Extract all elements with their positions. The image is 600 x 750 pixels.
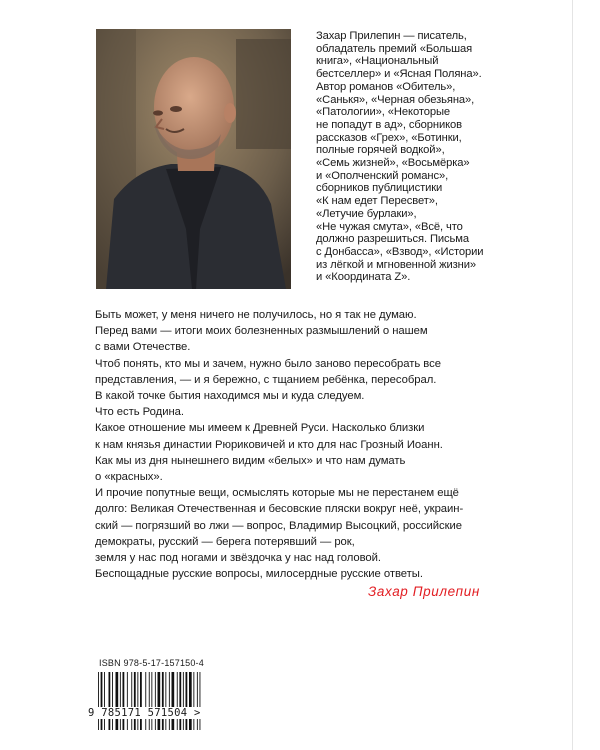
barcode-bar [186, 672, 188, 730]
barcode-bar [127, 672, 128, 730]
barcode-digits [87, 707, 227, 721]
barcode-icon [96, 672, 214, 730]
barcode-bar [189, 672, 192, 730]
barcode-bar [134, 672, 136, 730]
barcode-bar [112, 672, 113, 730]
annotation-line: Быть может, у меня ничего не получилось, но я так не думаю. [95, 309, 417, 321]
annotation-line: о «красных». [95, 471, 163, 484]
annotation-line: демократы, русский — берега потерявший — рок, [95, 535, 355, 548]
annotation-line: В какой точке бытия находимся мы и куда следуем. [95, 390, 365, 403]
barcode-bar [149, 672, 150, 730]
barcode-bar [98, 672, 99, 730]
barcode-bar [140, 672, 142, 730]
barcode-bar [155, 672, 156, 730]
barcode-digits-text: 9 785171 571504 > [88, 707, 201, 719]
annotation-line: ский — погрязший во лжи — вопрос, Владимир Высоцкий, российские [95, 519, 463, 532]
annotation-text [95, 307, 495, 582]
barcode-bar [120, 672, 121, 730]
barcode-bar [137, 672, 138, 730]
barcode-bar [193, 672, 194, 730]
barcode-bar [179, 672, 181, 730]
annotation-line: с вами Отечестве. [95, 341, 191, 354]
annotation-line: Чтоб понять, кто мы и зачем, нужно было заново пересобрать все [95, 357, 441, 370]
annotation-line: Перед вами — итоги моих болезненных размышлений о нашем [95, 325, 428, 338]
annotation-line: земля у нас под ногами и звёздочка у нас над головой. [95, 552, 382, 565]
barcode-bar [197, 672, 198, 730]
barcode-bar [177, 672, 178, 730]
isbn-label: ISBN 978-5-17-157150-4 [99, 658, 204, 668]
author-photo [96, 29, 291, 289]
author-bio-text: Захар Прилепин — писатель, обладатель премий «Большая книга», «Национальный бестселлер» и «Ясная Поляна». Автор романов «Обитель», «Санькя», «Черная обезьяна», «Патологии», «Некоторые не попадут в ад», сборников рассказов «Грех», «Ботинки, полные горячей водкой», «Семь жизней», «Восьмёрка» и «Ополченский романс», сборников публицистики «К нам едет Пересвет», «Летучие бурлаки», «Не чужая смута», «Всё, что должно разрешиться. Письма с Донбасса», «Взвод», «Истории из лёгкой и мгновенной жизни» и «Координата Z». [316, 30, 484, 284]
barcode-bar [169, 672, 170, 730]
barcode-bar [165, 672, 166, 730]
barcode-bar [145, 672, 146, 730]
annotation-line: Как мы из дня нынешнего видим «белых» и что нам думать [95, 454, 406, 467]
annotation-line: Что есть Родина. [95, 406, 184, 419]
page-edge-divider [572, 0, 573, 750]
barcode-bar [200, 672, 201, 730]
barcode-bar [151, 672, 152, 730]
annotation-line: долго: Великая Отечественная и бесовские пляски вокруг неё, украин- [95, 503, 464, 516]
barcode-bar [158, 672, 161, 730]
annotation-line: Какое отношение мы имеем к Древней Руси. Насколько близки [95, 422, 425, 435]
barcode-bar [172, 672, 175, 730]
barcode-bar [131, 672, 132, 730]
author-portrait-icon [96, 29, 291, 289]
barcode-bar [183, 672, 184, 730]
barcode-bar [101, 672, 103, 730]
annotation-line: представления, — и я бережно, с тщанием ребёнка, пересобрал. [95, 373, 437, 386]
barcode-bar [116, 672, 119, 730]
author-bio [316, 30, 488, 284]
annotation-line: Беспощадные русские вопросы, милосердные русские ответы. [95, 568, 423, 581]
barcode-bar [104, 672, 105, 730]
barcode-bar [109, 672, 111, 730]
annotation-line: к нам князья династии Рюриковичей и кто для нас Грозный Иоанн. [95, 438, 443, 451]
annotation-line: И прочие попутные вещи, осмыслять которые мы не перестанем ещё [95, 487, 459, 500]
barcode-bar [162, 672, 164, 730]
author-signature: Захар Прилепин [368, 584, 480, 599]
barcode-bar [123, 672, 125, 730]
